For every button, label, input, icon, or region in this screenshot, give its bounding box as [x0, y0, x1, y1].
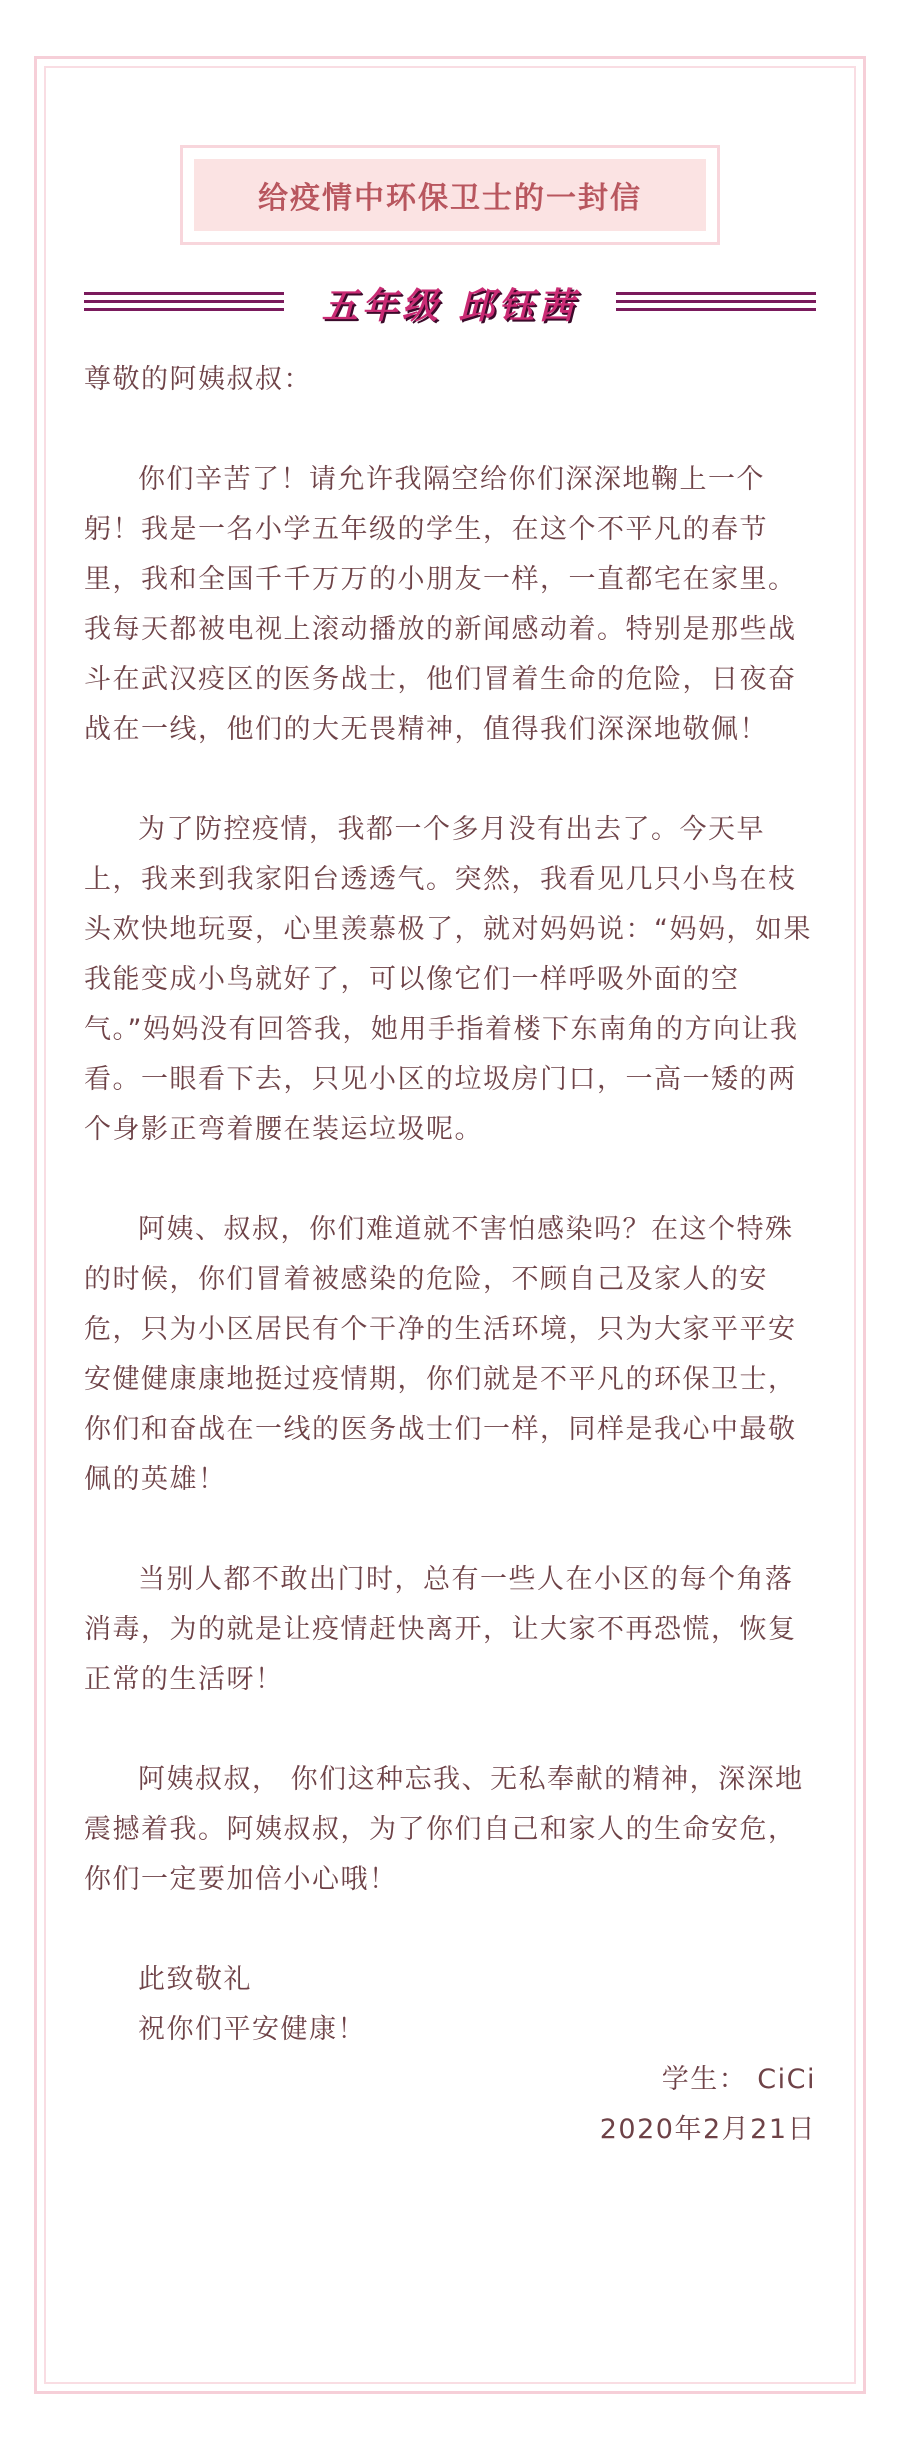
byline-decor-right: [616, 292, 816, 312]
paragraph-3: 阿姨、叔叔，你们难道就不害怕感染吗？在这个特殊的时候，你们冒着被感染的危险，不顾自己及家人的安危，只为小区居民有个干净的生活环境，只为大家平平安安健健康康地挺过疫情期，你们就是不平凡的环保卫士，你们和奋战在一线的医务战士们一样，同样是我心中最敬佩的英雄！: [84, 1214, 797, 1495]
paragraph-1: 你们辛苦了！请允许我隔空给你们深深地鞠上一个躬！我是一名小学五年级的学生，在这个不平凡的春节里，我和全国千千万万的小朋友一样，一直都宅在家里。我每天都被电视上滚动播放的新闻感动着。特别是那些战斗在武汉疫区的医务战士，他们冒着生命的危险，日夜奋战在一线，他们的大无畏精神，值得我们深深地敬佩！: [84, 464, 797, 745]
author-byline: 五年级 邱钰茜: [321, 285, 579, 327]
paragraph-4: 当别人都不敢出门时，总有一些人在小区的每个角落消毒，为的就是让疫情赶快离开，让大家不再恐慌，恢复正常的生活呀！: [84, 1564, 797, 1695]
wish: 祝你们平安健康！: [138, 2014, 366, 2045]
title-box: [194, 159, 706, 231]
title-frame: [180, 145, 720, 245]
paragraph-2: 为了防控疫情，我都一个多月没有出去了。今天早上，我来到我家阳台透透气。突然，我看见几只小鸟在枝头欢快地玩耍，心里羡慕极了，就对妈妈说：“妈妈，如果我能变成小鸟就好了，可以像它们一样呼吸外面的空气。”妈妈没有回答我，她用手指着楼下东南角的方向让我看。一眼看下去，只见小区的垃圾房门口，一高一矮的两个身影正弯着腰在装运垃圾呢。: [84, 814, 812, 1145]
byline-row: [84, 277, 816, 329]
paragraph-5: 阿姨叔叔， 你们这种忘我、无私奉献的精神，深深地震撼着我。阿姨叔叔，为了你们自己和家人的生命安危，你们一定要加倍小心哦！: [84, 1764, 804, 1895]
page-title: 给疫情中环保卫士的一封信: [258, 181, 642, 216]
date: 2020年2月21日: [599, 2114, 816, 2145]
greeting: 尊敬的阿姨叔叔：: [84, 364, 312, 395]
signature: 学生： CiCi: [661, 2064, 816, 2095]
letter-body: [84, 355, 816, 2155]
byline-decor-left: [84, 292, 284, 312]
closing: 此致敬礼: [138, 1964, 252, 1995]
